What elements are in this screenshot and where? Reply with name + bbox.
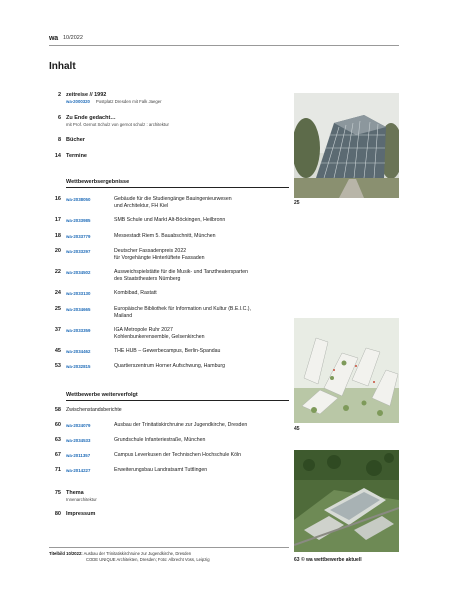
page-number: 24 [54,290,61,296]
page-number: 58 [54,407,61,413]
page-number: 25 [54,306,61,312]
wa-code[interactable]: wa-2033985 [66,218,91,223]
page-number: 16 [54,196,61,202]
magazine-logo: wa [49,35,58,42]
page-number: 80 [54,511,61,517]
page-number: 63 [54,437,61,443]
competition-title: Zwischenstandsberichte [66,407,122,413]
entry-title: Zu Ende gedacht… [66,115,116,121]
footer-divider [49,547,289,548]
wa-code[interactable]: wa-2000320 [66,99,90,104]
wa-code[interactable]: wa-2038050 [66,197,91,202]
page-number: 18 [54,233,61,239]
copyright-symbol: © [300,557,305,563]
page-number: 71 [54,467,61,473]
photo-campus-leverkusen[interactable] [294,450,399,552]
wa-code[interactable]: wa-2033297 [66,249,91,254]
wa-code[interactable]: wa-2014227 [66,468,91,473]
competition-title: Quartierszentrum Horner Aufschwung, Hamburg [114,363,226,369]
page-number: 6 [57,115,61,121]
brand-name: wa wettbewerbe aktuell [306,557,362,563]
competition-title: Grundschule Infanteriestraße, München [114,437,206,443]
cover-line1: Ausbau der Trinitatiskirchruine zur Jugendkirche, Dresden [83,551,192,556]
page-number-footer: 63 [294,557,300,563]
section-title-wettbewerbsergebnisse: Wettbewerbsergebnisse [66,179,130,185]
wa-code[interactable]: wa-2033359 [66,328,91,333]
entry-subtitle: mit Prof. Gernot Schulz von gernot schulz : architektur [66,122,169,127]
campus-aerial-image [294,450,399,552]
wa-code[interactable]: wa-2032815 [66,364,91,369]
section-divider [66,187,289,188]
page-number: 8 [57,137,61,143]
page-number: 17 [54,217,61,223]
entry-subtitle: wa-2000320 Postplatz Dresden mit Falk Jaeger [66,99,162,104]
wa-code[interactable]: wa-2034533 [66,438,91,443]
entry-title: Bücher [66,137,85,143]
competition-title: SMB Schule und Markt Alt-Böckingen, Heilbronn [114,217,226,223]
photo-caption: 45 [294,426,300,432]
wa-code[interactable]: wa-2033130 [66,291,91,296]
photo-the-hub-aerial[interactable] [294,318,399,423]
section-title-weiterverfolgt: Wettbewerbe weiterverfolgt [66,392,138,398]
competition-title: THE HUB – Gewerbecampus, Berlin-Spandau [114,348,221,354]
cover-label: Titelbild 10/2022: [49,551,83,556]
page-number: 20 [54,248,61,254]
wa-code[interactable]: wa-2034462 [66,349,91,354]
page-number: 60 [54,422,61,428]
competition-title: IGA Metropole Ruhr 2027 Kohlenbunkerensemble, Gelsenkirchen [114,327,205,340]
competition-title: Ausbau der Trinitatiskirchruine zur Jugendkirche, Dresden [114,422,248,428]
photo-fh-kiel-building[interactable] [294,93,399,198]
page-number: 2 [57,92,61,98]
page-number: 67 [54,452,61,458]
entry-title: Termine [66,153,87,159]
entry-subtitle: Innenarchitektur [66,497,97,502]
wa-code[interactable]: wa-2033779 [66,234,91,239]
wa-code[interactable]: wa-2011357 [66,453,91,458]
building-photo-image [294,93,399,198]
section-divider [66,400,289,401]
wa-code[interactable]: wa-2034665 [66,307,91,312]
competition-title: Europäische Bibliothek für Information und Kultur (B.E.I.C.), Mailand [114,306,251,319]
page-number: 22 [54,269,61,275]
aerial-rendering-image [294,318,399,423]
competition-title: Ausweichspielstätte für die Musik- und Tanztheatersparten des Staatstheaters Nürnberg [114,269,248,282]
competition-title: Gebäude für die Studiengänge Bauingenieurwesen und Architektur, FH Kiel [114,196,232,209]
page-number: 75 [54,490,61,496]
entry-title: Thema [66,490,84,496]
competition-title: Kombibad, Rastatt [114,290,157,296]
page-number: 14 [54,153,61,159]
page-number: 37 [54,327,61,333]
wa-code[interactable]: wa-2034502 [66,270,91,275]
competition-title: Messestadt Riem 5. Bauabschnitt, München [114,233,216,239]
entry-title: zeitreise // 1992 [66,92,107,98]
competition-title: Erweiterungsbau Landratsamt Tuttlingen [114,467,208,473]
page-footer [294,557,362,563]
issue-number: 10/2022 [63,35,83,41]
competition-title: Deutscher Fassadenpreis 2022 für Vorgehängte Hinterlüftete Fassaden [114,248,205,261]
page-number: 45 [54,348,61,354]
entry-title: Impressum [66,511,96,517]
header-divider [49,45,399,46]
photo-caption: 25 [294,200,300,206]
page-title: Inhalt [49,61,76,72]
competition-title: Campus Leverkusen der Technischen Hochschule Köln [114,452,242,458]
cover-line2: CODE UNIQUE Architekten, Dresden; Foto: Albrecht Voss, Leipzig [86,556,210,562]
cover-credit [49,551,210,562]
wa-code[interactable]: wa-2024079 [66,423,91,428]
page-number: 53 [54,363,61,369]
